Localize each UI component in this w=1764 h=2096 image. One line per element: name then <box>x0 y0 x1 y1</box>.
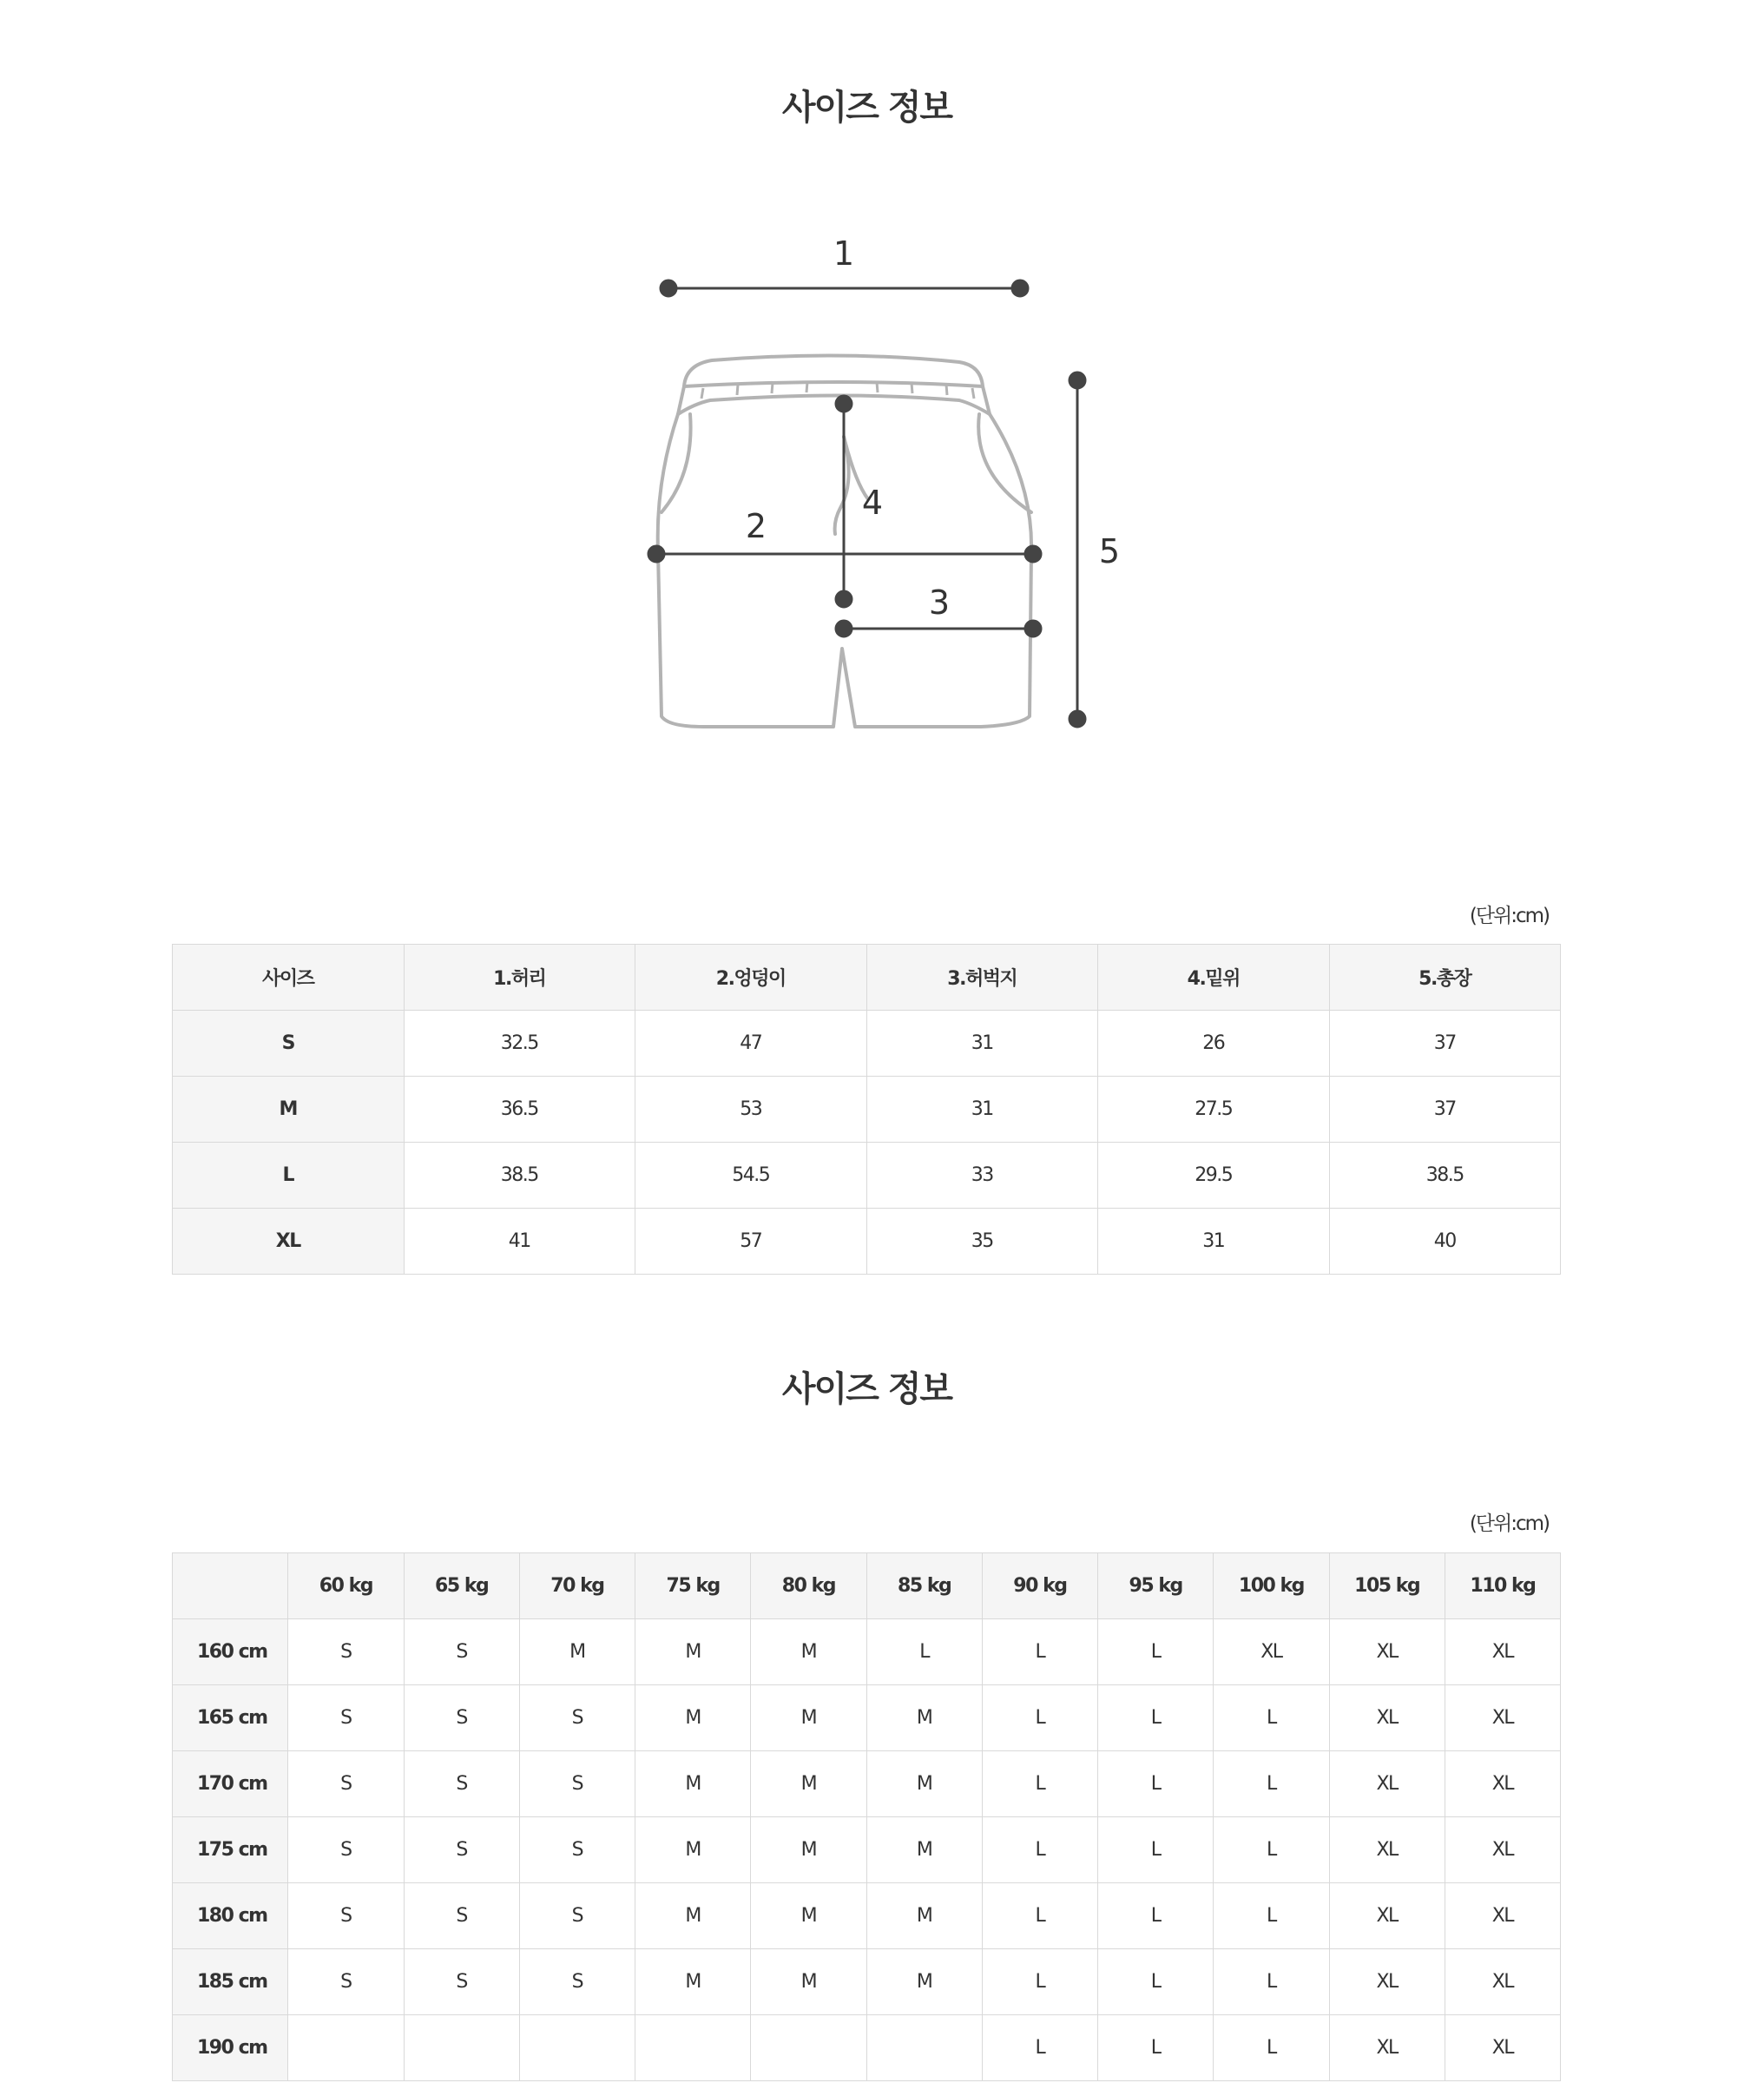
measurement-cell: 32.5 <box>404 1011 635 1077</box>
header-cell: 5.총장 <box>1329 945 1561 1011</box>
measurement-cell: 40 <box>1329 1209 1561 1275</box>
measurement-cell: 47 <box>635 1011 867 1077</box>
size-cell: S <box>404 1619 519 1685</box>
size-cell: L <box>982 1949 1097 2015</box>
size-cell: M <box>635 1619 751 1685</box>
size-cell: S <box>404 1685 519 1751</box>
size-label-cell: L <box>173 1143 405 1209</box>
size-cell: L <box>1098 2015 1214 2081</box>
table-row <box>173 2015 1561 2081</box>
label-1: 1 <box>833 234 855 273</box>
size-cell: S <box>288 1883 404 1949</box>
size-label-cell: M <box>173 1077 405 1143</box>
size-cell <box>866 2015 982 2081</box>
size-cell: L <box>1214 1949 1329 2015</box>
size-cell: XL <box>1329 1883 1445 1949</box>
size-cell: XL <box>1445 1883 1560 1949</box>
size-cell: XL <box>1445 1685 1560 1751</box>
label-3: 3 <box>928 583 951 622</box>
size-cell: L <box>1214 1883 1329 1949</box>
size-cell: S <box>288 1619 404 1685</box>
weight-header-cell: 75 kg <box>635 1553 751 1619</box>
size-cell: XL <box>1329 1817 1445 1883</box>
size-cell: XL <box>1445 1817 1560 1883</box>
weight-header-cell: 80 kg <box>751 1553 866 1619</box>
size-cell: S <box>519 1685 635 1751</box>
size-cell: XL <box>1445 2015 1560 2081</box>
size-cell: L <box>1098 1949 1214 2015</box>
size-cell: L <box>982 1883 1097 1949</box>
size-cell: L <box>1214 1817 1329 1883</box>
size-cell: XL <box>1329 1685 1445 1751</box>
measurement-cell: 36.5 <box>404 1077 635 1143</box>
weight-header-cell: 100 kg <box>1214 1553 1329 1619</box>
unit-label: (단위:cm) <box>1469 905 1549 927</box>
size-cell: L <box>1214 2015 1329 2081</box>
header-cell: 사이즈 <box>173 945 405 1011</box>
height-label-cell: 170 cm <box>173 1751 288 1817</box>
label-4: 4 <box>861 484 884 522</box>
unit-label-2: (단위:cm) <box>1469 1513 1549 1535</box>
size-cell: M <box>635 1685 751 1751</box>
size-cell: M <box>866 1685 982 1751</box>
table-row <box>173 1143 1561 1209</box>
measurement-cell: 53 <box>635 1077 867 1143</box>
measurement-cell: 38.5 <box>404 1143 635 1209</box>
weight-header-cell: 85 kg <box>866 1553 982 1619</box>
size-cell: S <box>404 1883 519 1949</box>
size-cell: M <box>635 1949 751 2015</box>
size-cell: XL <box>1329 2015 1445 2081</box>
table-header-row <box>173 945 1561 1011</box>
table-row <box>173 1077 1561 1143</box>
weight-header-cell: 65 kg <box>404 1553 519 1619</box>
weight-header-cell: 90 kg <box>982 1553 1097 1619</box>
weight-header-cell: 95 kg <box>1098 1553 1214 1619</box>
size-cell: M <box>866 1883 982 1949</box>
size-cell: XL <box>1445 1751 1560 1817</box>
size-cell: S <box>519 1949 635 2015</box>
size-cell: M <box>751 1685 866 1751</box>
size-cell: L <box>1098 1883 1214 1949</box>
size-cell <box>519 2015 635 2081</box>
size-cell: L <box>866 1619 982 1685</box>
measurement-cell: 38.5 <box>1329 1143 1561 1209</box>
size-cell: XL <box>1214 1619 1329 1685</box>
size-cell: XL <box>1329 1619 1445 1685</box>
size-cell: M <box>635 1751 751 1817</box>
size-cell: L <box>982 1685 1097 1751</box>
size-cell: M <box>751 1619 866 1685</box>
size-cell: XL <box>1329 1751 1445 1817</box>
size-cell: S <box>519 1883 635 1949</box>
table-row <box>173 1619 1561 1685</box>
measurement-cell: 37 <box>1329 1077 1561 1143</box>
table-row <box>173 1011 1561 1077</box>
size-info-title: 사이즈 정보 <box>781 88 952 128</box>
size-cell: L <box>982 1817 1097 1883</box>
measurement-cell: 29.5 <box>1098 1143 1330 1209</box>
height-weight-size-table <box>172 1552 1561 2081</box>
size-cell: XL <box>1445 1619 1560 1685</box>
size-cell: M <box>751 1817 866 1883</box>
size-cell: S <box>288 1817 404 1883</box>
weight-header-cell: 70 kg <box>519 1553 635 1619</box>
size-cell: S <box>519 1751 635 1817</box>
table-row <box>173 1685 1561 1751</box>
size-cell: M <box>519 1619 635 1685</box>
size-cell: M <box>751 1949 866 2015</box>
measurement-cell: 35 <box>866 1209 1098 1275</box>
measurement-cell: 57 <box>635 1209 867 1275</box>
size-cell: S <box>404 1949 519 2015</box>
header-cell: 1.허리 <box>404 945 635 1011</box>
size-cell: L <box>982 1751 1097 1817</box>
table-row <box>173 1949 1561 2015</box>
measurement-cell: 33 <box>866 1143 1098 1209</box>
table-row <box>173 1883 1561 1949</box>
size-cell: S <box>404 1751 519 1817</box>
size-cell <box>751 2015 866 2081</box>
size-cell: M <box>866 1817 982 1883</box>
table-row <box>173 1751 1561 1817</box>
size-cell: L <box>1214 1685 1329 1751</box>
size-cell: L <box>1098 1619 1214 1685</box>
header-cell: 4.밑위 <box>1098 945 1330 1011</box>
header-cell: 2.엉덩이 <box>635 945 867 1011</box>
size-cell: M <box>751 1751 866 1817</box>
size-cell <box>635 2015 751 2081</box>
weight-header-cell: 60 kg <box>288 1553 404 1619</box>
size-cell: L <box>982 2015 1097 2081</box>
size-cell: L <box>1098 1817 1214 1883</box>
table-header-row <box>173 1553 1561 1619</box>
corner-cell <box>173 1553 288 1619</box>
header-cell: 3.허벅지 <box>866 945 1098 1011</box>
waist-endpoint-right <box>1012 280 1028 296</box>
size-cell: M <box>635 1817 751 1883</box>
measurement-cell: 54.5 <box>635 1143 867 1209</box>
size-cell: L <box>1098 1685 1214 1751</box>
size-cell: L <box>1098 1751 1214 1817</box>
size-cell: L <box>1214 1751 1329 1817</box>
measurement-cell: 31 <box>866 1077 1098 1143</box>
label-2: 2 <box>745 507 767 545</box>
height-label-cell: 180 cm <box>173 1883 288 1949</box>
measurement-cell: 31 <box>866 1011 1098 1077</box>
table-row <box>173 1209 1561 1275</box>
size-cell: S <box>519 1817 635 1883</box>
weight-header-cell: 105 kg <box>1329 1553 1445 1619</box>
shorts-measurement-diagram <box>608 221 1146 751</box>
height-label-cell: 165 cm <box>173 1685 288 1751</box>
measurement-cell: 31 <box>1098 1209 1330 1275</box>
size-label-cell: S <box>173 1011 405 1077</box>
size-cell: S <box>404 1817 519 1883</box>
label-5: 5 <box>1098 532 1121 570</box>
size-cell: M <box>866 1949 982 2015</box>
size-cell: L <box>982 1619 1097 1685</box>
size-cell: S <box>288 1685 404 1751</box>
weight-header-cell: 110 kg <box>1445 1553 1560 1619</box>
size-cell: XL <box>1329 1949 1445 2015</box>
size-measurement-table <box>172 944 1561 1275</box>
measurement-cell: 41 <box>404 1209 635 1275</box>
size-cell: M <box>866 1751 982 1817</box>
size-info-title-2: 사이즈 정보 <box>781 1369 952 1409</box>
size-cell <box>288 2015 404 2081</box>
measurement-cell: 26 <box>1098 1011 1330 1077</box>
size-cell <box>404 2015 519 2081</box>
height-label-cell: 190 cm <box>173 2015 288 2081</box>
height-label-cell: 185 cm <box>173 1949 288 2015</box>
size-cell: XL <box>1445 1949 1560 2015</box>
table-row <box>173 1817 1561 1883</box>
size-label-cell: XL <box>173 1209 405 1275</box>
height-label-cell: 175 cm <box>173 1817 288 1883</box>
size-cell: M <box>751 1883 866 1949</box>
measurement-cell: 37 <box>1329 1011 1561 1077</box>
size-cell: S <box>288 1751 404 1817</box>
measurement-cell: 27.5 <box>1098 1077 1330 1143</box>
waist-endpoint-left <box>661 280 676 296</box>
height-label-cell: 160 cm <box>173 1619 288 1685</box>
size-cell: S <box>288 1949 404 2015</box>
size-cell: M <box>635 1883 751 1949</box>
